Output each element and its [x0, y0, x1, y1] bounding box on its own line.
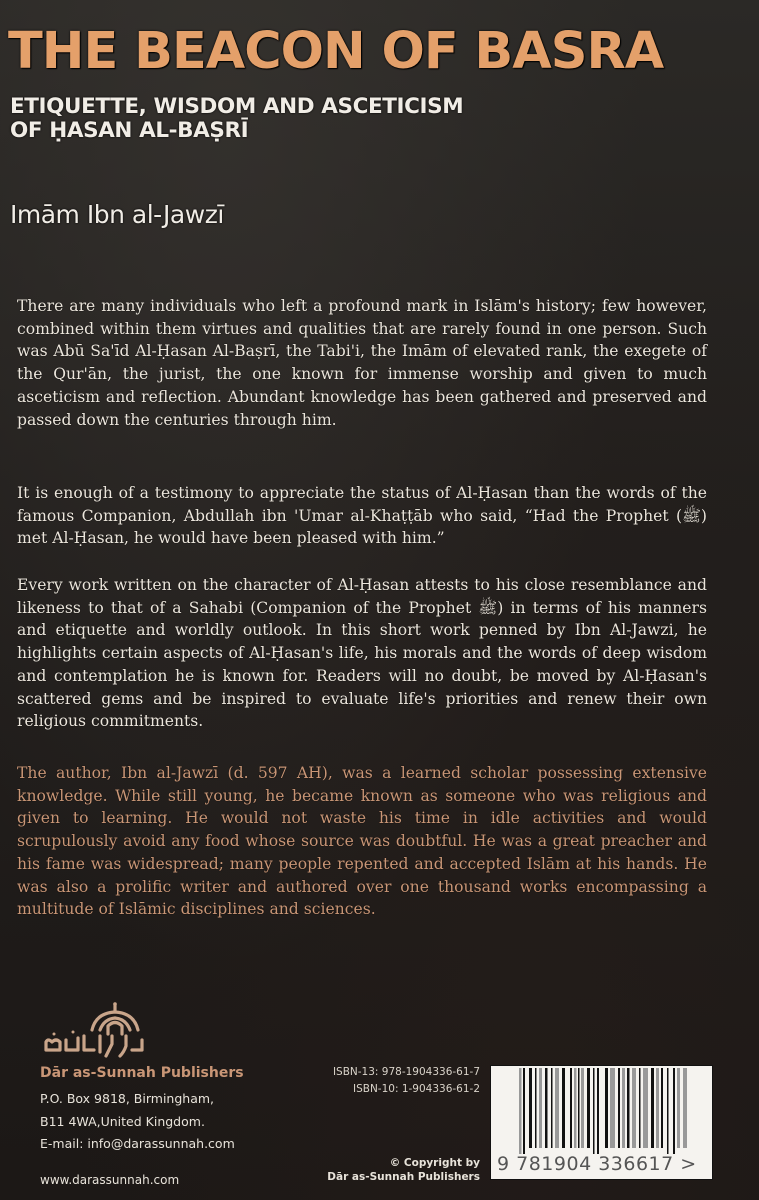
- publisher-address-line: P.O. Box 9818, Birmingham,: [40, 1091, 215, 1106]
- book-subtitle: [10, 95, 463, 143]
- subtitle-line: OF ḤASAN AL-BAṢRĪ: [10, 118, 249, 143]
- barcode: [490, 1065, 713, 1180]
- isbn-13: ISBN-13: 978-1904336-61-7: [332, 1066, 480, 1078]
- barcode-bars-icon: [515, 1068, 695, 1154]
- isbn-10: ISBN-10: 1-904336-61-2: [352, 1083, 480, 1095]
- dar-as-sunnah-logo-icon: [38, 1000, 158, 1062]
- book-title: THE BEACON OF BASRA: [8, 22, 664, 81]
- publisher-address-line: B11 4WA,United Kingdom.: [40, 1114, 205, 1129]
- barcode-digits: 9 781904 336617 >: [497, 1153, 697, 1175]
- copyright-notice: [327, 1156, 480, 1184]
- copyright-line: © Copyright by: [389, 1157, 480, 1169]
- author-bio-paragraph: The author, Ibn al-Jawzī (d. 597 AH), was a learned scholar possessing extensive knowledge. While still young, he became known as someone who was religious and given to learning. He would not waste his time in idle activities and would scrupulously avoid any food whose source was doubtful. He was a great preacher and his fame was widespread; many people repented and accepted Islām at his hands. He was also a prolific writer and authored over one thousand works encompassing a multitude of Islāmic disciplines and sciences.: [17, 764, 707, 919]
- publisher-name: Dār as-Sunnah Publishers: [40, 1065, 244, 1081]
- book-author: Imām Ibn al-Jawzī: [10, 200, 224, 229]
- blurb-paragraph: Every work written on the character of Al-Ḥasan attests to his close resemblance and likeness to that of a Sahabi (Companion of the Prophet ﷺ) in terms of his manners and etiquette and worldly outlook. In this short work penned by Ibn Al-Jawzi, he highlights certain aspects of Al-Ḥasan's life, his morals and the words of deep wisdom and contemplation he is known for. Readers will no doubt, be moved by Al-Ḥasan's scattered gems and be inspired to evaluate life's priorities and renew their own religious commitments.: [17, 576, 707, 731]
- publisher-website: www.darassunnah.com: [40, 1173, 180, 1187]
- blurb-paragraph: There are many individuals who left a profound mark in Islām's history; few however, combined within them virtues and qualities that are rarely found in one person. Such was Abū Sa'īd Al-Ḥasan Al-Baṣrī, the Tabi'i, the Imām of elevated rank, the exegete of the Qur'ān, the jurist, the one known for immense worship and given to much asceticism and reflection. Abundant knowledge has been gathered and preserved and passed down the centuries through him.: [17, 297, 707, 429]
- publisher-email: E-mail: info@darassunnah.com: [40, 1136, 235, 1151]
- copyright-line: Dār as-Sunnah Publishers: [327, 1171, 480, 1183]
- subtitle-line: ETIQUETTE, WISDOM AND ASCETICISM: [10, 94, 464, 119]
- blurb-paragraph: It is enough of a testimony to appreciate the status of Al-Ḥasan than the words of the famous Companion, Abdullah ibn 'Umar al-Khaṭṭāb who said, “Had the Prophet (ﷺ) met Al-Ḥasan, he would have been pleased with him.”: [17, 484, 707, 548]
